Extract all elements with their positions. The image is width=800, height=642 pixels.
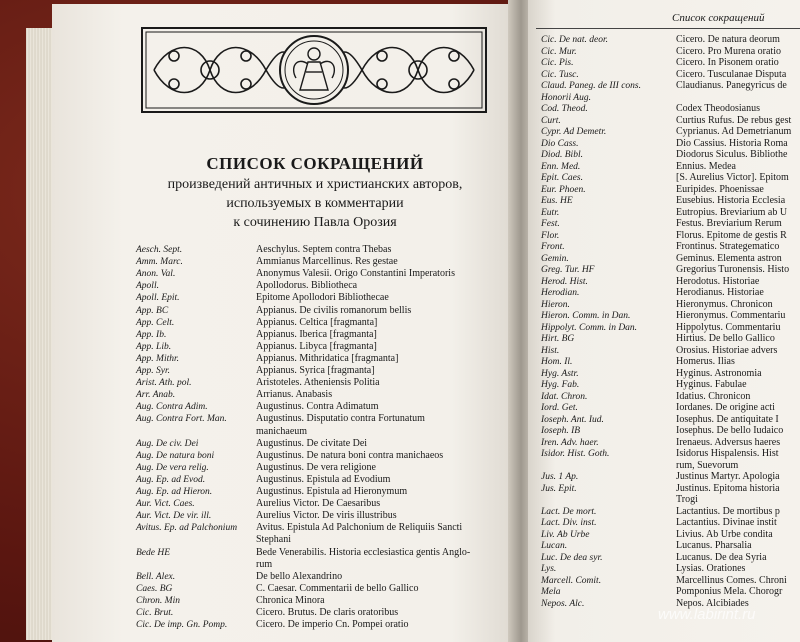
right-col1-entry: Lucan. <box>541 541 568 551</box>
right-col2-entry: Lactantius. Divinae instit <box>676 517 777 528</box>
left-col2-entry: Augustinus. Epistula ad Evodium <box>256 473 391 485</box>
right-col2-entry: Orosius. Historiae advers <box>676 344 778 356</box>
right-col2-entry: Idatius. Chronicon <box>676 390 751 402</box>
right-col1-entry: Hyg. Astr. <box>541 368 579 379</box>
right-col2-entry: Hieronymus. Chronicon <box>676 298 773 310</box>
right-col1-entry: Claud. Paneg. de III cons. <box>541 81 641 91</box>
left-col2-entry: Augustinus. Epistula ad Hieronymum <box>256 486 408 497</box>
left-col1-entry: Cic. De imp. Gn. Pomp. <box>136 620 228 631</box>
left-col2-entry: manichaeum <box>256 425 308 437</box>
left-col1-entry: Apoll. <box>136 281 159 292</box>
right-col1-entry: Hist. <box>541 345 560 356</box>
right-col2-entry: Cicero. Tusculanae Disputa <box>676 68 787 80</box>
right-col2-entry: Eusebius. Historia Ecclesia <box>676 195 786 206</box>
right-col2-entry: Hieronymus. Commentariu <box>676 310 786 321</box>
left-col2-entry: Aristoteles. Atheniensis Politia <box>256 377 380 389</box>
right-col1-entry: Jus. 1 Ap. <box>541 472 579 482</box>
right-col1-entry: Front. <box>541 242 565 252</box>
ornament-header <box>140 26 488 114</box>
running-head: Список сокращений <box>672 12 765 24</box>
right-col2-entry: Hippolytus. Commentariu <box>676 321 781 333</box>
right-col1-entry: Marcell. Comit. <box>541 575 602 586</box>
right-col1-entry: Herod. Hist. <box>541 276 588 287</box>
right-col1-entry: Luc. De dea syr. <box>541 552 603 563</box>
left-col2-entry: Appianus. Libyca [fragmanta] <box>256 340 377 352</box>
right-col2-entry: Lucanus. De dea Syria <box>676 551 767 563</box>
left-col2-entry: Stephani <box>256 534 291 546</box>
right-col2-entry: Codex Theodosianus <box>676 103 760 114</box>
left-col1-entry: Anon. Val. <box>136 269 176 280</box>
left-col2-entry: Aeschylus. Septem contra Thebas <box>256 244 392 255</box>
right-col1-entry: Ioseph. IB <box>541 426 581 436</box>
left-col1-entry: Aug. Ep. ad Evod. <box>136 474 206 485</box>
left-col2-entry: Appianus. De civilis romanorum bellis <box>256 304 412 316</box>
right-col2-entry: Cicero. In Pisonem oratio <box>676 57 779 68</box>
left-col1-entry: Arist. Ath. pol. <box>136 378 192 389</box>
right-col1-entry: Cic. De nat. deor. <box>541 35 609 45</box>
right-col1-entry: Hippolyt. Comm. in Dan. <box>541 322 638 333</box>
right-col2-entry: Justinus. Epitoma historia <box>676 482 780 494</box>
left-col2-entry: Appianus. Iberica [fragmanta] <box>256 328 377 340</box>
right-col1-entry: Isidor. Hist. Goth. <box>541 449 610 459</box>
right-col2-entry: Claudianus. Panegyricus de <box>676 80 787 91</box>
right-col2-entry: Curtius Rufus. De rebus gest <box>676 114 792 126</box>
left-col1-entry: Aug. Ep. ad Hieron. <box>136 487 213 497</box>
right-col1-entry: Gemin. <box>541 253 569 264</box>
subtitle-line-2: используемых в комментарии <box>226 196 404 211</box>
right-col2-entry: Lysias. Orationes <box>676 563 746 574</box>
right-col2-entry: Hyginus. Fabulae <box>676 379 747 390</box>
right-col2-entry: Eutropius. Breviarium ab U <box>676 206 788 218</box>
left-col2-entry: Bede Venerabilis. Historia ecclesiastica gentis Anglo- <box>256 546 471 558</box>
right-col2-entry: Cicero. De natura deorum <box>676 34 780 45</box>
left-col2-entry: Appianus. Mithridatica [fragmanta] <box>256 352 399 364</box>
right-col1-entry: Nepos. Alc. <box>541 598 585 609</box>
left-col1-entry: Aug. Contra Fort. Man. <box>136 414 227 425</box>
right-col2-entry: Marcellinus Comes. Chroni <box>676 574 787 586</box>
right-col2-entry: Justinus Martyr. Apologia <box>676 471 780 482</box>
left-col1-entry: Aesch. Sept. <box>136 245 183 255</box>
right-col1-entry: Fest. <box>541 219 560 229</box>
right-col2-entry: Festus. Breviarium Rerum <box>676 218 782 229</box>
running-head-rule <box>536 28 800 29</box>
page-title: СПИСОК СОКРАЩЕНИЙ <box>206 154 424 173</box>
left-col2-entry: C. Caesar. Commentarii de bello Gallico <box>256 582 419 594</box>
left-col1-entry: Apoll. Epit. <box>136 293 180 304</box>
watermark: www.labirint.ru <box>658 606 756 623</box>
right-col1-entry: Hieron. Comm. in Dan. <box>541 311 631 321</box>
right-col1-entry: Hieron. <box>541 299 570 310</box>
right-col2-entry: Irenaeus. Adversus haeres <box>676 436 781 448</box>
right-col2-entry: rum, Suevorum <box>676 459 739 471</box>
left-col2-entry: Aurelius Victor. De viris illustribus <box>256 510 397 522</box>
left-col2-entry: Appianus. Celtica [fragmanta] <box>256 316 378 328</box>
left-col2-entry: Augustinus. Contra Adimatum <box>256 401 379 413</box>
right-col1-entry: Eus. HE <box>541 196 573 206</box>
right-col1-entry: Greg. Tur. HF <box>541 265 595 275</box>
left-col1-entry: App. Syr. <box>136 366 171 376</box>
right-col1-entry: Lys. <box>541 564 557 574</box>
right-col2-entry: Trogi <box>676 494 698 505</box>
right-col2-entry: Iosephus. De antiquitate I <box>676 413 779 425</box>
left-col2-entry: Apollodorus. Bibliotheca <box>256 280 358 292</box>
right-col2-entry: Iordanes. De origine acti <box>676 402 775 413</box>
right-col2-entry: Livius. Ab Urbe condita <box>676 528 773 540</box>
left-col2-entry: Cicero. De imperio Cn. Pompei oratio <box>256 619 409 631</box>
left-col1-entry: Amm. Marc. <box>136 257 183 268</box>
left-col1-entry: Bell. Alex. <box>136 571 176 582</box>
right-col2-entry: Homerus. Ilias <box>676 356 735 367</box>
right-col1-entry: Hirt. BG <box>541 334 575 344</box>
right-col1-entry: Honorii Aug. <box>541 92 591 103</box>
right-col1-entry: Flor. <box>541 230 560 241</box>
right-col1-entry: Dio Cass. <box>541 138 579 149</box>
right-col1-entry: Cic. Mur. <box>541 46 577 57</box>
right-col1-entry: Hom. Il. <box>541 357 573 367</box>
left-col1-entry: Aur. Vict. De vir. ill. <box>136 511 212 522</box>
right-col1-entry: Eur. Phoen. <box>541 184 586 195</box>
right-col2-entry: Gregorius Turonensis. Histo <box>676 264 790 275</box>
right-col1-entry: Liv. Ab Urbe <box>541 529 590 540</box>
right-col1-entry: Iord. Get. <box>541 403 578 413</box>
left-col2-entry: De bello Alexandrino <box>256 570 343 582</box>
right-col2-entry: Iosephus. De bello Iudaico <box>676 425 784 436</box>
left-col2-entry: Chronica Minora <box>256 594 325 606</box>
left-col1-entry: Chron. Min <box>136 595 180 606</box>
left-col1-entry: App. Celt. <box>136 317 175 328</box>
left-col2-entry: Appianus. Syrica [fragmanta] <box>256 365 375 376</box>
left-col2-entry: Anonymus Valesii. Origo Constantini Imperatoris <box>256 268 455 280</box>
right-col2-entry: Diodorus Siculus. Bibliothe <box>676 149 788 160</box>
left-col2-entry: Augustinus. De natura boni contra manichaeos <box>256 449 444 461</box>
right-col2-entry: Frontinus. Strategematico <box>676 241 780 252</box>
left-col1-entry: Avitus. Ep. ad Palchonium <box>136 523 238 534</box>
right-col1-entry: Herodian. <box>541 288 580 298</box>
right-col2-entry: Geminus. Elementa astron <box>676 252 782 264</box>
right-col1-entry: Lact. De mort. <box>541 506 597 517</box>
right-col1-entry: Ioseph. Ant. Iud. <box>541 414 604 425</box>
right-col2-entry: Hyginus. Astronomia <box>676 367 762 379</box>
right-col1-entry: Iren. Adv. haer. <box>541 437 599 448</box>
right-col2-entry: Cicero. Pro Murena oratio <box>676 45 781 57</box>
right-col1-entry: Cic. Tusc. <box>541 69 579 80</box>
subtitle-line-3: к сочинению Павла Орозия <box>233 215 397 230</box>
right-col2-entry: Dio Cassius. Historia Roma <box>676 137 788 149</box>
right-col2-entry: Lucanus. Pharsalia <box>676 540 752 551</box>
right-col2-entry: Euripides. Phoenissae <box>676 183 764 195</box>
left-col1-entry: Arr. Anab. <box>136 390 176 401</box>
right-col2-entry: Nepos. Alcibiades <box>676 597 749 609</box>
right-col1-entry: Diod. Bibl. <box>541 150 583 160</box>
left-col1-entry: Aur. Vict. Caes. <box>136 499 195 510</box>
left-col2-entry: Aurelius Victor. De Caesaribus <box>256 498 381 510</box>
left-col1-entry: Cic. Brut. <box>136 608 174 618</box>
left-col2-entry: Augustinus. De civitate Dei <box>256 437 368 449</box>
right-col2-entry: Ennius. Medea <box>676 160 736 172</box>
right-col1-entry: Cic. Pis. <box>541 58 574 68</box>
left-col2-entry: Avitus. Epistula Ad Palchonium de Reliquiis Sancti <box>256 522 463 534</box>
right-col2-entry: Cyprianus. Ad Demetrianum <box>676 126 792 137</box>
right-col1-entry: Epit. Caes. <box>541 173 583 183</box>
left-col2-entry: rum <box>256 558 273 570</box>
right-col2-entry: Florus. Epitome de gestis R <box>676 229 787 241</box>
left-col2-entry: Ammianus Marcellinus. Res gestae <box>256 256 398 268</box>
left-col1-entry: App. Mithr. <box>136 353 180 364</box>
left-col2-entry: Augustinus. Disputatio contra Fortunatum <box>256 413 425 425</box>
right-col2-entry: Hirtius. De bello Gallico <box>676 333 775 344</box>
right-col1-entry: Cypr. Ad Demetr. <box>541 127 607 137</box>
left-col1-entry: Bede HE <box>136 547 171 558</box>
left-col2-entry: Augustinus. De vera religione <box>256 461 376 473</box>
left-col1-entry: Aug. De natura boni <box>136 450 215 461</box>
right-col2-entry: Herodotus. Historiae <box>676 275 760 287</box>
left-col1-entry: App. Lib. <box>136 341 172 352</box>
right-col1-entry: Eutr. <box>541 207 560 218</box>
right-col2-entry: Isidorus Hispalensis. Hist <box>676 448 779 459</box>
left-col2-entry: Cicero. Brutus. De claris oratoribus <box>256 607 399 618</box>
right-col1-entry: Curt. <box>541 115 561 126</box>
right-col1-entry: Lact. Div. inst. <box>541 518 597 528</box>
right-col1-entry: Jus. Epit. <box>541 483 577 494</box>
right-col2-entry: Pomponius Mela. Chorogr <box>676 586 783 597</box>
left-col2-entry: Arrianus. Anabasis <box>256 389 333 401</box>
right-col2-entry: Lactantius. De mortibus p <box>676 505 780 517</box>
left-col1-entry: App. BC <box>136 305 169 316</box>
left-col1-entry: Aug. De civ. Dei <box>136 438 199 449</box>
left-col1-entry: App. Ib. <box>136 329 167 340</box>
right-col2-entry: Herodianus. Historiae <box>676 287 764 298</box>
right-col1-entry: Hyg. Fab. <box>541 380 580 390</box>
right-col2-entry: [S. Aurelius Victor]. Epitom <box>676 172 789 183</box>
left-col1-entry: Caes. BG <box>136 583 173 594</box>
left-col2-entry: Epitome Apollodori Bibliothecae <box>256 292 389 304</box>
left-col1-entry: Aug. De vera relig. <box>136 462 209 473</box>
right-col1-entry: Cod. Theod. <box>541 104 588 114</box>
subtitle-line-1: произведений античных и христианских авторов, <box>167 177 463 192</box>
right-col1-entry: Mela <box>541 587 561 597</box>
right-col1-entry: Enn. Med. <box>541 161 581 172</box>
left-col1-entry: Aug. Contra Adim. <box>136 402 208 413</box>
right-col1-entry: Idat. Chron. <box>541 391 588 402</box>
